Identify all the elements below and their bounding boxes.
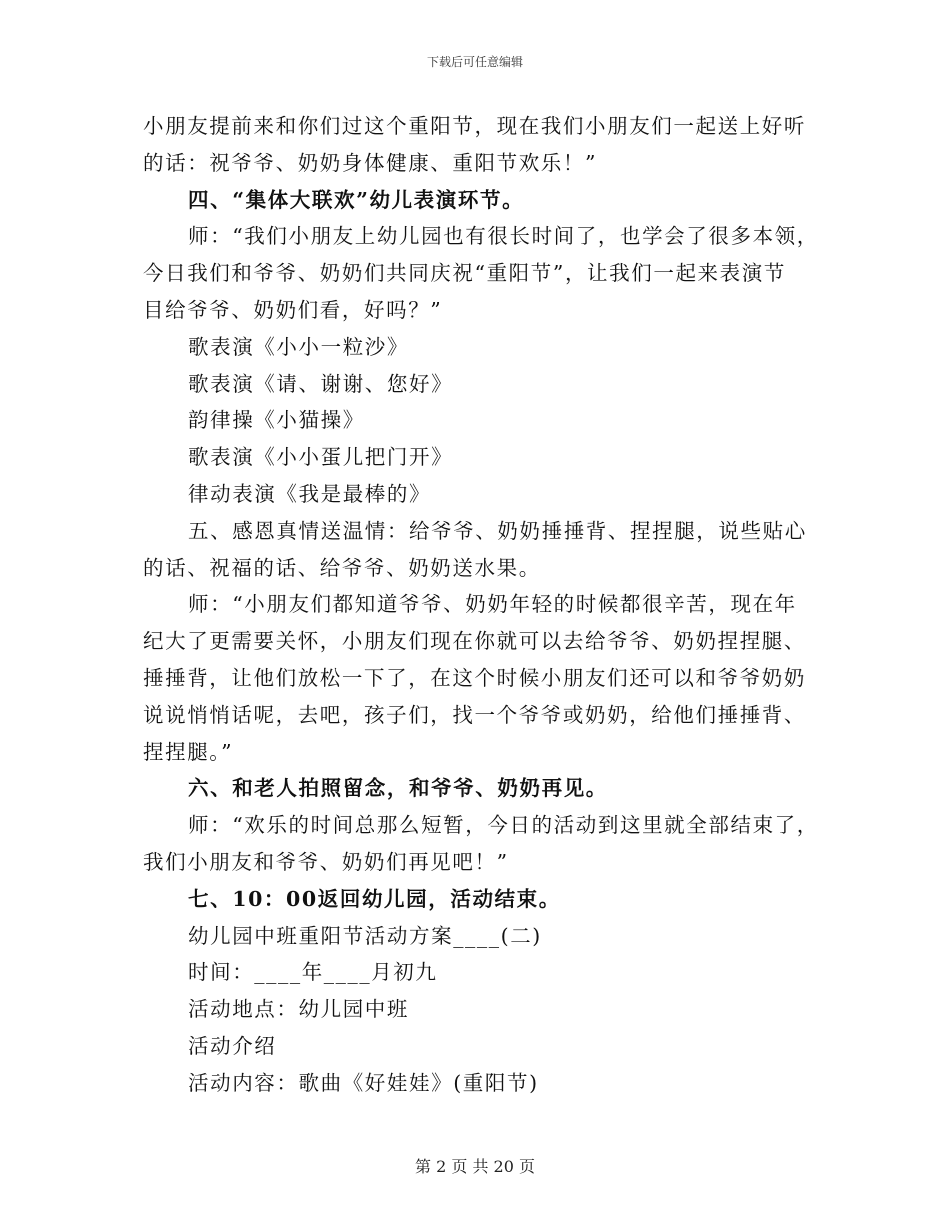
section-heading: 四、“集体大联欢”幼儿表演环节。 <box>188 187 525 212</box>
text-line: 的话：祝爷爷、奶奶身体健康、重阳节欢乐！” <box>143 150 598 175</box>
text-line: 小朋友提前来和你们过这个重阳节，现在我们小朋友们一起送上好听 <box>143 114 806 138</box>
section-heading: 六、和老人拍照留念，和爷爷、奶奶再见。 <box>188 776 608 801</box>
page-header: 下载后可任意编辑 <box>426 55 523 69</box>
text-line: 歌表演《小小一粒沙》 <box>188 334 409 359</box>
text-line: 幼儿园中班重阳节活动方案____(二) <box>188 923 542 948</box>
document-body <box>143 108 819 1102</box>
text-line: 师：“欢乐的时间总那么短暂，今日的活动到这里就全部结束了， <box>188 813 819 838</box>
text-line: 时间：____年____月初九 <box>188 960 438 985</box>
text-line: 我们小朋友和爷爷、奶奶们再见吧！” <box>143 849 509 874</box>
text-line: 活动地点：幼儿园中班 <box>188 997 409 1022</box>
text-line: 歌表演《请、谢谢、您好》 <box>188 371 454 396</box>
text-line: 说说悄悄话呢，去吧，孩子们，找一个爷爷或奶奶，给他们捶捶背、 <box>143 702 806 727</box>
text-line: 歌表演《小小蛋儿把门开》 <box>188 445 454 470</box>
text-line: 的话、祝福的话、给爷爷、奶奶送水果。 <box>143 555 541 580</box>
section-heading: 七、10：00返回幼儿园，活动结束。 <box>188 886 561 911</box>
text-line: 师：“我们小朋友上幼儿园也有很长时间了，也学会了很多本领， <box>188 224 819 249</box>
text-line: 五、感恩真情送温情：给爷爷、奶奶捶捶背、捏捏腿，说些贴心 <box>188 518 807 543</box>
text-line: 律动表演《我是最棒的》 <box>188 481 432 506</box>
text-line: 捶捶背，让他们放松一下了，在这个时候小朋友们还可以和爷爷奶奶 <box>143 665 806 690</box>
text-line: 捏捏腿。” <box>143 739 234 764</box>
page-footer: 第 2 页 共 20 页 <box>415 1157 535 1176</box>
text-line: 今日我们和爷爷、奶奶们共同庆祝“重阳节”，让我们一起来表演节 <box>143 261 786 286</box>
text-line: 目给爷爷、奶奶们看，好吗？” <box>143 297 443 322</box>
text-line: 师：“小朋友们都知道爷爷、奶奶年轻的时候都很辛苦，现在年 <box>188 592 797 617</box>
text-line: 活动内容：歌曲《好娃娃》(重阳节) <box>188 1070 539 1095</box>
text-line: 活动介绍 <box>188 1033 277 1058</box>
text-line: 韵律操《小猫操》 <box>188 408 365 433</box>
text-line: 纪大了更需要关怀，小朋友们现在你就可以去给爷爷、奶奶捏捏腿、 <box>143 629 806 654</box>
